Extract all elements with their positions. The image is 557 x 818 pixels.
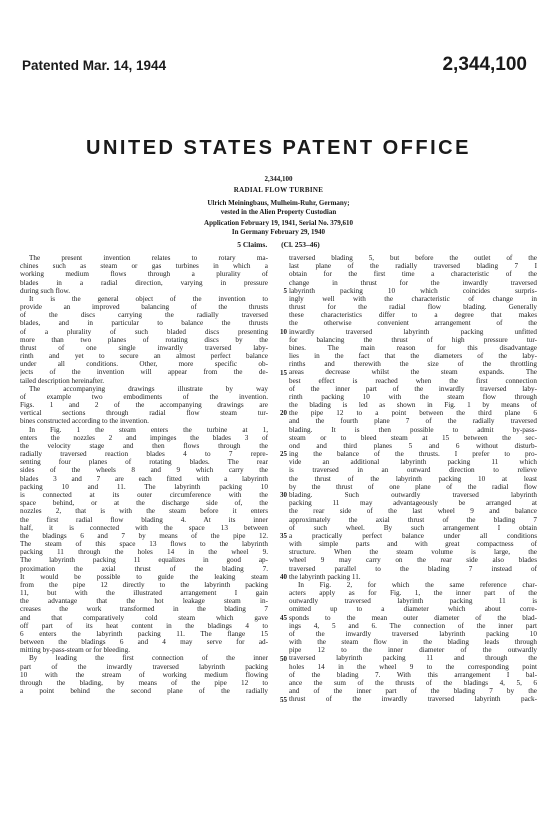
text-line: for balancing the thrust of high pressure tur- <box>289 335 537 344</box>
text-line: It is the general object of the invention to <box>29 294 268 303</box>
text-line: blades 3 and 7 are each fitted with a labyrinth <box>20 474 268 483</box>
text-line: ond and third planes 5 and 6 without disturb- <box>289 441 537 450</box>
text-line: with the steam flow in the blading leads through <box>289 638 537 647</box>
text-line: of the discs carrying the radially traversed <box>20 311 268 320</box>
text-line: acters apply as for Fig. 1, the inner part of the <box>289 589 537 598</box>
invention-title: RADIAL FLOW TURBINE <box>233 186 324 194</box>
text-line: senting four planes of rotating blades. The rear <box>20 458 268 467</box>
line-number: 20 <box>280 409 287 418</box>
text-line: wheel 9 may carry on the rear side also blades <box>289 556 537 565</box>
text-line: of example two embodiments of the invention. <box>20 392 268 401</box>
text-line: structure. When the steam volume is large, the <box>289 548 537 557</box>
office-title: UNITED STATES PATENT OFFICE <box>86 137 471 159</box>
text-line: with simple parts and with great compactness of <box>289 540 537 549</box>
claims-line <box>0 240 557 249</box>
text-line: and that comparatively cold steam which gave <box>20 613 268 622</box>
text-line: thrust of the inwardly traversed labyrinth pack- <box>289 695 537 704</box>
text-line: and the fourth plane 7 of the radially traversed <box>289 417 537 426</box>
text-line: pipe 12 to the inner diameter of the outwardly <box>289 646 537 655</box>
text-line: these characteristics differ to a degree that makes <box>289 311 537 320</box>
text-line: creases the work transformed in the blading 7 <box>20 605 268 614</box>
text-line: sponds to the mean outer diameter of the blad- <box>289 613 537 622</box>
text-line: last plane of the radially traversed blading 7 I <box>289 262 537 271</box>
text-line: by the thrust of one plane of the radial flow <box>289 482 537 491</box>
text-line: a practically perfect balance under all conditions <box>289 531 537 540</box>
text-line: The accompanying drawings illustrate by way <box>29 384 268 393</box>
text-line: radially traversed reaction blades 4 to 7 repre- <box>20 450 268 459</box>
line-number: 35 <box>280 532 287 541</box>
text-line: part of the inwardly traversed labyrinth packing <box>20 662 268 671</box>
text-line: areas decrease whilst the steam expands. The <box>289 368 537 377</box>
text-line: of such wheel. By such arrangement I obtain <box>289 523 537 532</box>
priority-line: In Germany February 29, 1940 <box>231 228 326 236</box>
text-line: The steam of this space 13 flows to the labyrinth <box>20 540 268 549</box>
classification: (Cl. 253–46) <box>281 240 320 249</box>
text-line: jects of the invention will appear from the de- <box>20 368 268 377</box>
text-column-right <box>289 254 537 703</box>
text-line: of the inner part of the inwardly traversed laby- <box>289 384 537 393</box>
text-line: In Fig. 2, for which the same reference char- <box>298 580 537 589</box>
line-number: 50 <box>280 654 287 663</box>
text-line: lies in the fact that the diameters of the laby- <box>289 352 537 361</box>
text-line: working medium flows through a plurality of <box>20 270 268 279</box>
inventor: Ulrich Meiningbaus, Mulheim-Ruhr, Germany; <box>207 199 350 207</box>
text-line: rinth and yet to secure an almost perfect balance <box>20 352 268 361</box>
text-line: nozzles 2, that is with the steam before it enters <box>20 507 268 516</box>
text-line: 11, but with the illustrated arrangement I gain <box>20 589 268 598</box>
text-line: off part of its heat content in the bladings 4 to <box>20 621 268 630</box>
text-line: bines. The main reason for this disadvantage <box>289 343 537 352</box>
text-line: more than two planes of rotating discs by the <box>20 335 268 344</box>
text-line: mitting by-pass-steam or for bleeding. <box>20 646 130 655</box>
text-line: the rear side of the last wheel 9 and balance <box>289 507 537 516</box>
text-line: the pipe 12 to a point between the third plane 6 <box>289 409 537 418</box>
text-line: proximation the axial thrust of the blading 7. <box>20 564 268 573</box>
text-line: inwardly traversed labyrinth packing unfitted <box>289 327 537 336</box>
line-number: 5 <box>283 286 287 295</box>
text-line: In Fig. 1 the steam enters the turbine at 1, <box>29 425 268 434</box>
text-line: traversed parallel to the blading 7 instead of <box>289 564 537 573</box>
text-line: ingly well with the characteristic of change in <box>289 294 537 303</box>
text-line: sides of the wheels 8 and 9 which carry the <box>20 466 268 475</box>
claims-count: 5 Claims. <box>237 240 268 249</box>
text-column-left <box>20 254 268 695</box>
text-line: through the blading, by means of the pipe 12 to <box>20 678 268 687</box>
text-line: traversed labyrinth packing 11 and through the <box>289 654 537 663</box>
text-line: blades in a radial direction, varying in pressure <box>20 278 268 287</box>
text-line: packing 11 may advantageously be arranged at <box>289 499 537 508</box>
patent-date: Patented Mar. 14, 1944 <box>22 58 167 73</box>
line-number: 45 <box>280 613 287 622</box>
text-line: during such flow. <box>20 286 71 295</box>
text-line: holes 14 in the wheel 9 to the corresponding point <box>289 662 537 671</box>
text-line: space behind, or at the discharge side of, the <box>20 499 268 508</box>
text-line: ance the sum of the thrusts of the bladings 4, 5, 6 <box>289 678 537 687</box>
patent-number: 2,344,100 <box>442 54 527 75</box>
text-line: It would be possible to guide the leaking steam <box>20 572 268 581</box>
text-line: obtain for the first time a characteristic of the <box>289 270 537 279</box>
text-line: the otherwise convenient arrangement of the <box>289 319 537 328</box>
text-line: enters the nozzles 2 and impinges the blades 3 of <box>20 433 268 442</box>
text-line: the thrust of the labyrinth packing 10 at least <box>289 474 537 483</box>
text-line: and of the inner part of the blading 7 by the <box>289 687 537 696</box>
text-line: 10 with the stream of working medium flowing <box>20 670 268 679</box>
vested-line: vested in the Alien Property Custodian <box>220 208 337 216</box>
text-line: best effect is reached when the first connection <box>289 376 537 385</box>
text-line: bines constructed according to the invention. <box>20 417 149 426</box>
line-number: 30 <box>280 491 287 500</box>
text-line: from the pipe 12 directly to the labyrinth packing <box>20 580 268 589</box>
text-line: blading. Such outwardly traversed labyrinth <box>289 490 537 499</box>
text-line: vertical sections through radial flow steam tur- <box>20 409 268 418</box>
text-line: the bladings 6 and 7 by means of the pipe 12. <box>20 531 268 540</box>
text-line: the advantage that the hot leakage steam in- <box>20 597 268 606</box>
text-line: The present invention relates to rotary ma- <box>29 254 268 262</box>
text-line: rinth packing 10 with the steam flow through <box>289 392 537 401</box>
text-line: the blading is led as shown in Fig. 1 by means of <box>289 401 537 410</box>
line-number: 55 <box>280 695 287 704</box>
text-line: provide an improved balancing of the thrusts <box>20 303 268 312</box>
text-line: chines such as steam or gas turbines in which a <box>20 262 268 271</box>
text-line: vide an additional labyrinth packing 11 which <box>289 458 537 467</box>
patent-number-small: 2,344,100 <box>264 175 293 183</box>
text-line: under all conditions. Other, more specific ob- <box>20 360 268 369</box>
text-line: The labyrinth packing 11 equalizes in good ap- <box>20 556 268 565</box>
text-line: change in thrust for the inwardly traversed <box>289 278 537 287</box>
text-line: approximately the axial thrust of the blading 7 <box>289 515 537 524</box>
text-line: blading. It is then possible to admit by-pass- <box>289 425 537 434</box>
text-line: packing 10 and 11. The labyrinth packing 10 <box>20 482 268 491</box>
text-line: is traversed in an outward direction to relieve <box>289 466 537 475</box>
text-line: steam or to bleed steam at 15 between the sec- <box>289 433 537 442</box>
text-line: of a plurality of such bladed discs presenting <box>20 327 268 336</box>
text-line: 6 enters the labyrinth packing 11. The flange 15 <box>20 629 268 638</box>
text-line: traversed blading 5, but before the outlet of the <box>289 254 537 262</box>
text-line: blades, and in particular to balance the thrusts <box>20 319 268 328</box>
text-line: of the blading 7. With this arrangement I bal- <box>289 670 537 679</box>
text-line: of the inwardly traversed labyrinth packing 10 <box>289 629 537 638</box>
text-line: thrust for the radial flow blading. Generally <box>289 303 537 312</box>
text-line: the velocity stage and then flows through the <box>20 441 268 450</box>
line-number: 25 <box>280 450 287 459</box>
text-line: By leading the first connection of the inner <box>29 654 268 663</box>
text-line: tailed description hereinafter. <box>20 376 105 385</box>
line-number: 40 <box>280 573 287 582</box>
text-line: between the bladings 6 and 4 may serve for ad- <box>20 638 268 647</box>
text-line: omitted up to a diameter which about corre- <box>289 605 537 614</box>
text-line: outwardly traversed labyrinth packing 11 is <box>289 597 537 606</box>
text-line: thrust of one single inwardly traversed laby- <box>20 343 268 352</box>
text-line: ings 4, 5 and 6. The connection of the inner part <box>289 621 537 630</box>
text-line: rinths and therewith the size of the throttling <box>289 360 537 369</box>
text-line: labyrinth packing 10 which coincides surpris- <box>289 286 537 295</box>
text-line: ing the balance of the thrusts. I prefer to pro- <box>289 450 537 459</box>
text-line: packing 11 through the holes 14 in the wheel 9. <box>20 548 268 557</box>
application-line: Application February 19, 1941, Serial No. 379,610 <box>204 219 353 227</box>
text-line: the labyrinth packing 11. <box>289 572 361 581</box>
text-line: a point behind the second plane of the radially <box>20 687 268 696</box>
text-line: Figs. 1 and 2 of the accompanying drawings are <box>20 401 268 410</box>
text-line: the first radial flow blading 4. At its inner <box>20 515 268 524</box>
text-line: half, it is connected with the space 13 between <box>20 523 268 532</box>
line-number: 15 <box>280 368 287 377</box>
line-number: 10 <box>280 327 287 336</box>
text-line: is connected at its outer circumference with the <box>20 490 268 499</box>
